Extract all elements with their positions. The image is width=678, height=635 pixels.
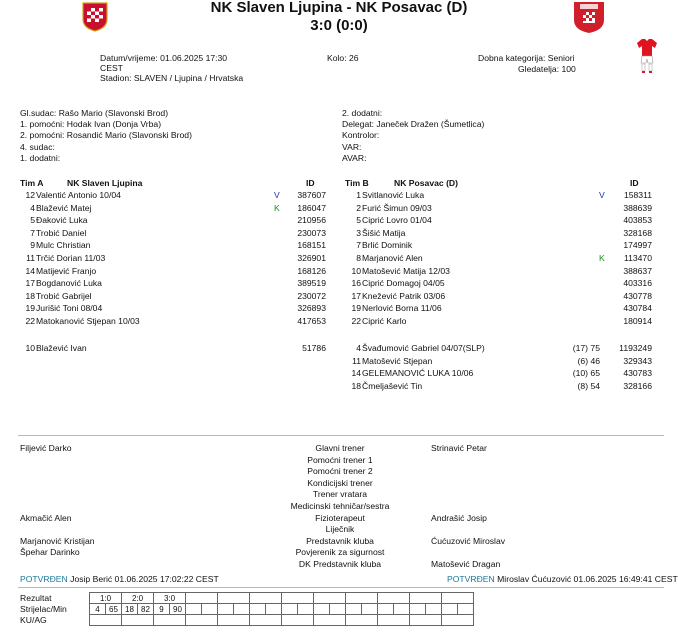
- staff-left-name: Špehar Darinko: [20, 547, 80, 558]
- card-cell: [442, 615, 474, 626]
- staff-right-name: Andrašić Josip: [431, 512, 487, 523]
- player-number: 17: [25, 278, 35, 289]
- scorer-cell: [458, 604, 474, 615]
- player-id: 51786: [302, 343, 326, 353]
- player-name: Blažević Matej: [36, 202, 92, 213]
- player-name: Ciprić Karlo: [362, 316, 407, 326]
- player-name: Matošević Matija 12/03: [362, 265, 450, 276]
- match-title: NK Slaven Ljupina - NK Posavac (D): [210, 0, 468, 16]
- player-role-mark: V: [274, 190, 280, 200]
- result-cell: 1:0: [90, 593, 122, 604]
- player-name: Čmeljašević Tin: [362, 380, 423, 391]
- sub-minute: (8) 54: [577, 380, 600, 391]
- scorer-cell: 18: [122, 604, 138, 615]
- scorer-cell: 90: [170, 604, 186, 615]
- player-number: 5: [356, 215, 361, 226]
- player-name: Šišić Matija: [362, 227, 406, 238]
- sub-minute: (17) 75: [572, 343, 600, 353]
- scorer-cell: [218, 604, 234, 615]
- player-id: 326893: [297, 303, 326, 314]
- player-number: 11: [26, 253, 35, 263]
- player-name: Matijević Franjo: [36, 265, 97, 276]
- staff-role: DK Predstavnik kluba: [298, 559, 382, 569]
- player-name: Knežević Patrik 03/06: [362, 290, 446, 301]
- staff-role: Trener vratara: [312, 489, 368, 500]
- confirm-left: [20, 574, 219, 584]
- player-name: Bogdanović Luka: [36, 278, 102, 289]
- scorer-cell: [330, 604, 346, 615]
- official-line: 1. dodatni:: [20, 152, 61, 163]
- staff-right-name: Matošević Dragan: [431, 559, 501, 569]
- scorer-cell: [314, 604, 330, 615]
- official-line: VAR:: [342, 141, 362, 152]
- scorer-cell: [234, 604, 250, 615]
- player-name: Matokanović Stjepan 10/03: [36, 316, 140, 326]
- scorer-cell: [362, 604, 378, 615]
- official-line: 1. pomoćni: Hodak Ivan (Donja Vrba): [20, 119, 162, 130]
- result-cell: [378, 593, 410, 604]
- divider-bottom: [18, 587, 664, 588]
- match-score: 3:0 (0:0): [310, 17, 368, 34]
- player-number: 22: [351, 316, 361, 326]
- player-number: 2: [356, 202, 361, 213]
- age-category: Dobna kategorija: Seniori: [478, 53, 575, 63]
- scorer-cell: 9: [154, 604, 170, 615]
- card-cell: [346, 615, 378, 626]
- confirm-right-label: POTVRĐEN: [447, 574, 495, 584]
- staff-role: Predstavnik kluba: [306, 535, 374, 546]
- sub-minute: (10) 65: [572, 368, 600, 379]
- player-name: Valentić Antonio 10/04: [36, 190, 121, 200]
- team-b-name: NK Posavac (D): [394, 178, 458, 188]
- scorer-cell: [394, 604, 410, 615]
- player-name: Ciprić Lovro 01/04: [362, 215, 432, 226]
- player-name: Furić Šimun 09/03: [362, 202, 432, 213]
- confirm-right-text: Miroslav Ćućuzović 01.06.2025 16:49:41 CEST: [497, 574, 678, 584]
- player-number: 11: [352, 355, 361, 366]
- player-name: Svitlanović Luka: [362, 190, 425, 200]
- staff-role: Glavni trener: [315, 443, 365, 453]
- player-name: Mulc Christian: [36, 240, 91, 251]
- sub-minute: (6) 46: [577, 355, 600, 366]
- player-id: 158311: [623, 190, 652, 200]
- staff-role: Povjerenik za sigurnost: [295, 547, 385, 558]
- team-b-id-header: ID: [630, 178, 639, 188]
- staff-left-name: Filjević Darko: [20, 443, 72, 453]
- card-cell: [378, 615, 410, 626]
- player-id: 168126: [297, 265, 326, 276]
- scorer-cell: 82: [138, 604, 154, 615]
- divider: [18, 435, 664, 436]
- card-cell: [218, 615, 250, 626]
- player-id: 430778: [623, 290, 652, 301]
- player-id: 430784: [623, 303, 652, 314]
- result-cell: [250, 593, 282, 604]
- staff-left-name: Akmačić Alen: [20, 512, 72, 523]
- player-id: 168151: [297, 240, 326, 251]
- player-number: 8: [356, 253, 361, 263]
- official-line: AVAR:: [342, 152, 367, 163]
- player-name: Ciprić Domagoj 04/05: [362, 278, 445, 289]
- team-b-label: Tim B: [345, 178, 369, 188]
- card-cell: [250, 615, 282, 626]
- scorer-cell: [442, 604, 458, 615]
- confirm-right: [447, 574, 678, 584]
- result-cell: [186, 593, 218, 604]
- staff-role: Fizioterapeut: [315, 512, 365, 523]
- confirm-left-label: POTVRĐEN: [20, 574, 68, 584]
- player-number: 16: [351, 278, 361, 289]
- player-number: 22: [25, 316, 35, 326]
- scorer-cell: [202, 604, 218, 615]
- result-cell: [442, 593, 474, 604]
- player-id: 174997: [623, 240, 652, 251]
- player-id: 403316: [623, 278, 652, 289]
- player-id: 388637: [623, 265, 652, 276]
- player-id: 417653: [297, 316, 326, 326]
- player-number: 18: [25, 290, 35, 301]
- team-a-label: Tim A: [20, 178, 44, 188]
- staff-right-name: Ćućuzović Miroslav: [431, 535, 506, 546]
- scorer-cell: [282, 604, 298, 615]
- player-id: 113470: [623, 253, 652, 263]
- player-id: 403853: [623, 215, 652, 226]
- result-cell: [346, 593, 378, 604]
- card-cell: [154, 615, 186, 626]
- spectators: Gledatelja: 100: [518, 64, 576, 74]
- card-cell: [282, 615, 314, 626]
- player-number: 18: [351, 380, 361, 391]
- scorer-cell: [378, 604, 394, 615]
- staff-role: Liječnik: [325, 524, 355, 535]
- scorer-cell: [266, 604, 282, 615]
- player-name: Trobić Gabrijel: [36, 290, 92, 301]
- result-cell: [410, 593, 442, 604]
- player-number: 19: [25, 303, 35, 314]
- player-id: 230073: [297, 227, 326, 238]
- player-number: 9: [30, 240, 35, 251]
- player-number: 7: [356, 240, 361, 251]
- player-number: 3: [356, 227, 361, 238]
- player-name: Nerlović Borna 11/06: [362, 303, 442, 314]
- result-cell: 2:0: [122, 593, 154, 604]
- row-label-scorer: Strijelac/Min: [20, 604, 67, 614]
- jersey-icon: [636, 38, 658, 74]
- result-cell: [282, 593, 314, 604]
- player-number: 4: [356, 343, 361, 353]
- player-id: 180914: [623, 316, 652, 326]
- player-role-mark: V: [599, 190, 605, 200]
- match-stadium: Stadion: SLAVEN / Ljupina / Hrvatska: [100, 73, 244, 83]
- staff-role: Kondicijski trener: [307, 477, 373, 488]
- player-id: 1193249: [619, 343, 652, 353]
- team-a-name: NK Slaven Ljupina: [67, 178, 143, 188]
- scorer-cell: [298, 604, 314, 615]
- player-id: 328166: [623, 380, 652, 391]
- result-cell: [314, 593, 346, 604]
- player-number: 19: [351, 303, 361, 314]
- official-line: Gl.sudac: Rašo Mario (Slavonski Brod): [20, 108, 169, 118]
- player-name: Matošević Stjepan: [362, 355, 433, 366]
- scorer-cell: [346, 604, 362, 615]
- card-cell: [90, 615, 122, 626]
- card-cell: [410, 615, 442, 626]
- result-cell: 3:0: [154, 593, 186, 604]
- player-number: 14: [25, 265, 35, 276]
- player-name: Trčić Dorian 11/03: [36, 253, 106, 263]
- scorer-cell: [186, 604, 202, 615]
- staff-right-name: Strinavić Petar: [431, 443, 487, 453]
- player-id: 329343: [623, 355, 652, 366]
- scorer-cell: 65: [106, 604, 122, 615]
- official-line: 2. dodatni:: [342, 108, 383, 118]
- player-name: Đaković Luka: [36, 215, 88, 226]
- player-id: 186047: [297, 202, 326, 213]
- row-label-result: Rezultat: [20, 593, 52, 603]
- card-cell: [122, 615, 154, 626]
- player-id: 388639: [623, 202, 652, 213]
- player-number: 14: [351, 368, 361, 379]
- player-name: Brlić Dominik: [362, 240, 413, 251]
- official-line: Delegat: Janeček Dražen (Šumetlica): [342, 119, 485, 130]
- card-cell: [186, 615, 218, 626]
- scoreboard-table: [89, 592, 474, 626]
- staff-left-name: Marjanović Kristijan: [20, 535, 95, 546]
- player-id: 230072: [297, 290, 326, 301]
- player-number: 10: [351, 265, 361, 276]
- scorer-cell: [426, 604, 442, 615]
- player-name: Švađumović Gabriel 04/07(SLP): [362, 343, 485, 353]
- player-number: 10: [25, 343, 35, 353]
- official-line: 4. sudac:: [20, 141, 55, 152]
- player-number: 7: [30, 227, 35, 238]
- row-label-cards: KU/AG: [20, 615, 47, 625]
- player-id: 326901: [297, 253, 326, 263]
- player-name: Marjanović Alen: [362, 253, 423, 263]
- player-id: 328168: [623, 227, 652, 238]
- player-id: 430783: [623, 368, 652, 379]
- player-number: 12: [25, 190, 35, 200]
- player-id: 210956: [297, 215, 326, 226]
- official-line: Kontrolor:: [342, 130, 380, 141]
- match-datetime: Datum/vrijeme: 01.06.2025 17:30: [100, 53, 228, 63]
- player-name: GELEMANOVIĆ LUKA 10/06: [362, 368, 474, 379]
- card-cell: [314, 615, 346, 626]
- scorer-cell: 4: [90, 604, 106, 615]
- player-number: 4: [30, 202, 35, 213]
- staff-role: Medicinski tehničar/sestra: [290, 501, 390, 511]
- player-number: 17: [351, 290, 361, 301]
- player-number: 5: [30, 215, 35, 226]
- result-cell: [218, 593, 250, 604]
- player-number: 1: [356, 190, 361, 200]
- confirm-left-text: Josip Berić 01.06.2025 17:02:22 CEST: [70, 574, 219, 584]
- player-role-mark: K: [599, 253, 605, 263]
- player-role-mark: K: [274, 202, 280, 213]
- scorer-cell: [410, 604, 426, 615]
- match-timezone: CEST: [100, 63, 123, 73]
- staff-role: Pomoćni trener 2: [307, 466, 373, 477]
- official-line: 2. pomoćni: Rosandić Mario (Slavonski Brod): [20, 130, 192, 141]
- team-a-id-header: ID: [306, 178, 315, 188]
- match-round: Kolo: 26: [327, 53, 359, 63]
- player-id: 387607: [297, 190, 326, 200]
- staff-role: Pomoćni trener 1: [307, 454, 373, 465]
- player-name: Trobić Daniel: [36, 227, 87, 238]
- player-name: Blažević Ivan: [36, 343, 87, 353]
- player-id: 389519: [297, 278, 326, 289]
- player-name: Jurišić Toni 08/04: [36, 303, 103, 314]
- scorer-cell: [250, 604, 266, 615]
